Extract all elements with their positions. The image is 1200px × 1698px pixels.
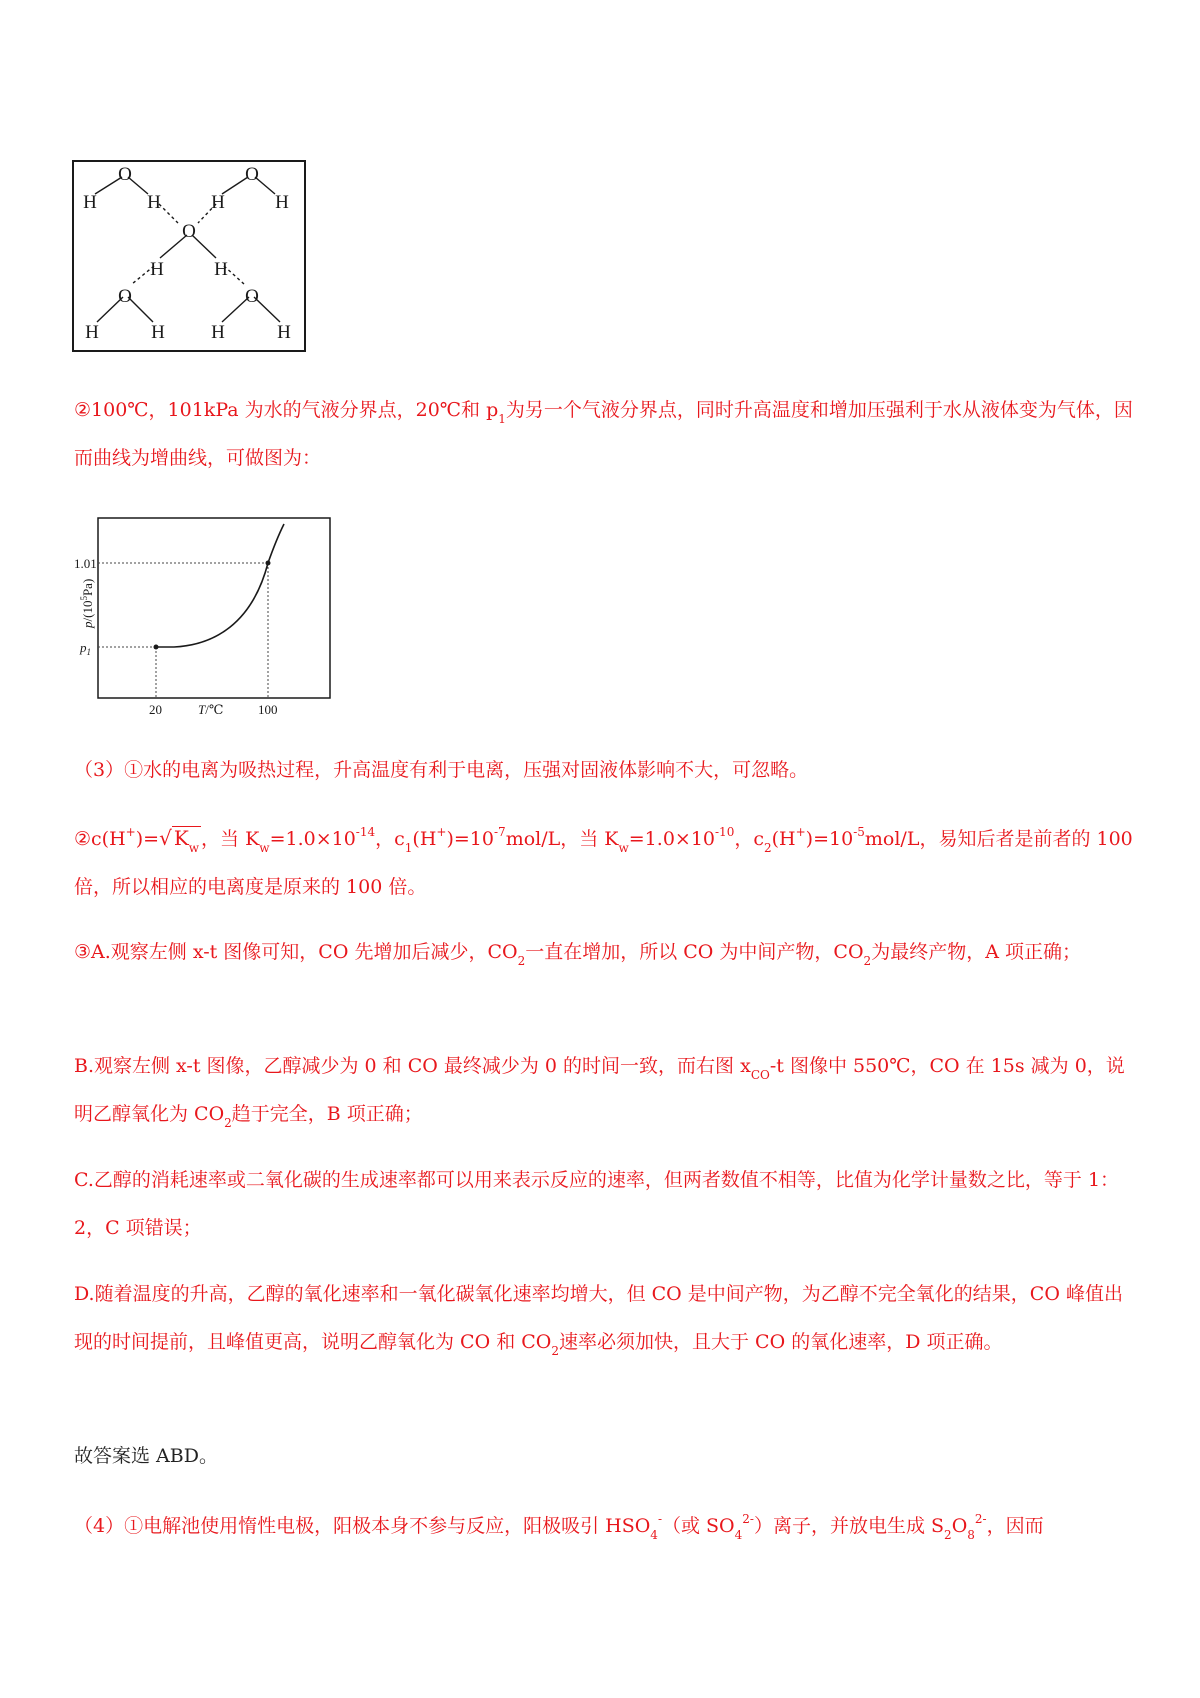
x-tick-20: 20 bbox=[149, 702, 162, 714]
atom-o-bottom-left: O bbox=[118, 286, 132, 307]
paragraph-ionization-endothermic: （3）①水的电离为吸热过程，升高温度有利于电离，压强对固液体影响不大，可忽略。 bbox=[74, 759, 809, 781]
data-point-20 bbox=[154, 645, 159, 650]
chart-frame bbox=[98, 518, 330, 698]
atom-h: H bbox=[211, 192, 225, 213]
paragraph-electrolysis: （4）①电解池使用惰性电极，阳极本身不参与反应，阳极吸引 $HSO_4^-$（或 $SO_4^{2-}$）离子，并放电生成 $S_2O_8^{2-}$，因而 bbox=[74, 1511, 1044, 1542]
paragraph-boundary-points: ②100℃，101kPa 为水的气液分界点，20℃和 $p_1$为另一个气液分界点，同时升高温度和增加压强利于水从液体变为气体，因而曲线为增曲线，可做图为： bbox=[74, 399, 1133, 469]
paragraph-answer: 故答案选 ABD。 bbox=[74, 1445, 218, 1467]
atom-o-bottom-right: O bbox=[245, 286, 259, 307]
atom-o-center: O bbox=[182, 221, 196, 242]
paragraph-kw-calculation: ②c(H+)=√ $K_w$ ，当 $K_w=1.0\times 10^{-14}$，$c_1(H^+)=10^{-7}mol/L$，当 $K_w=1.0\times 10^{-10}$，$c_2(H^+)=10^{-5}mol/L$，易知后者是前者的 100 倍，所以相应的电离度是原来的 100 倍。 bbox=[74, 814, 1134, 911]
data-point-100 bbox=[266, 561, 271, 566]
atom-h: H bbox=[150, 259, 164, 280]
paragraph-option-d: D.随着温度的升高，乙醇的氧化速率和一氧化碳氧化速率均增大，但 CO 是中间产物，为乙醇不完全氧化的结果，CO 峰值出现的时间提前，且峰值更高，说明乙醇氧化为 CO 和 $CO_2$速率必须加快，且大于 CO 的氧化速率，D 项正确。 bbox=[74, 1283, 1123, 1358]
atom-h: H bbox=[275, 192, 289, 213]
atom-h: H bbox=[147, 192, 161, 213]
pressure-temperature-chart bbox=[74, 516, 332, 714]
y-tick-p1: $p_1$ bbox=[80, 640, 91, 657]
y-tick-1-01: 1.01 bbox=[74, 556, 97, 571]
x-tick-100: 100 bbox=[258, 702, 278, 714]
paragraph-option-c: C.乙醇的消耗速率或二氧化碳的生成速率都可以用来表示反应的速率，但两者数值不相等，比值为化学计量数之比，等于 1：2，C 项错误； bbox=[74, 1169, 1120, 1239]
atom-h: H bbox=[83, 192, 97, 213]
water-hydrogen-bond-figure bbox=[72, 160, 306, 352]
atom-h: H bbox=[277, 322, 291, 343]
y-axis-label: $p/(10^5Pa)$ bbox=[79, 578, 95, 628]
atom-h: H bbox=[85, 322, 99, 343]
paragraph-option-b: B.观察左侧 x-t 图像，乙醇减少为 0 和 CO 最终减少为 0 的时间一致，而右图 $x_{CO}-t$ 图像中 550℃，CO 在 15s 减为 0，说明乙醇氧化为 $CO_2$趋于完全，B 项正确； bbox=[74, 1055, 1125, 1130]
x-axis-label: T/℃ bbox=[198, 702, 224, 714]
atom-o-top-right: O bbox=[245, 164, 259, 185]
atom-h: H bbox=[211, 322, 225, 343]
sqrt-kw: √ $K_w$ bbox=[159, 826, 200, 855]
atom-h: H bbox=[151, 322, 165, 343]
atom-o-top-left: O bbox=[118, 164, 132, 185]
atom-h: H bbox=[214, 259, 228, 280]
paragraph-option-a: ③A.观察左侧 x-t 图像可知，CO 先增加后减少，$CO_2$一直在增加，所以 CO 为中间产物，$CO_2$为最终产物，A 项正确； bbox=[74, 941, 1081, 968]
